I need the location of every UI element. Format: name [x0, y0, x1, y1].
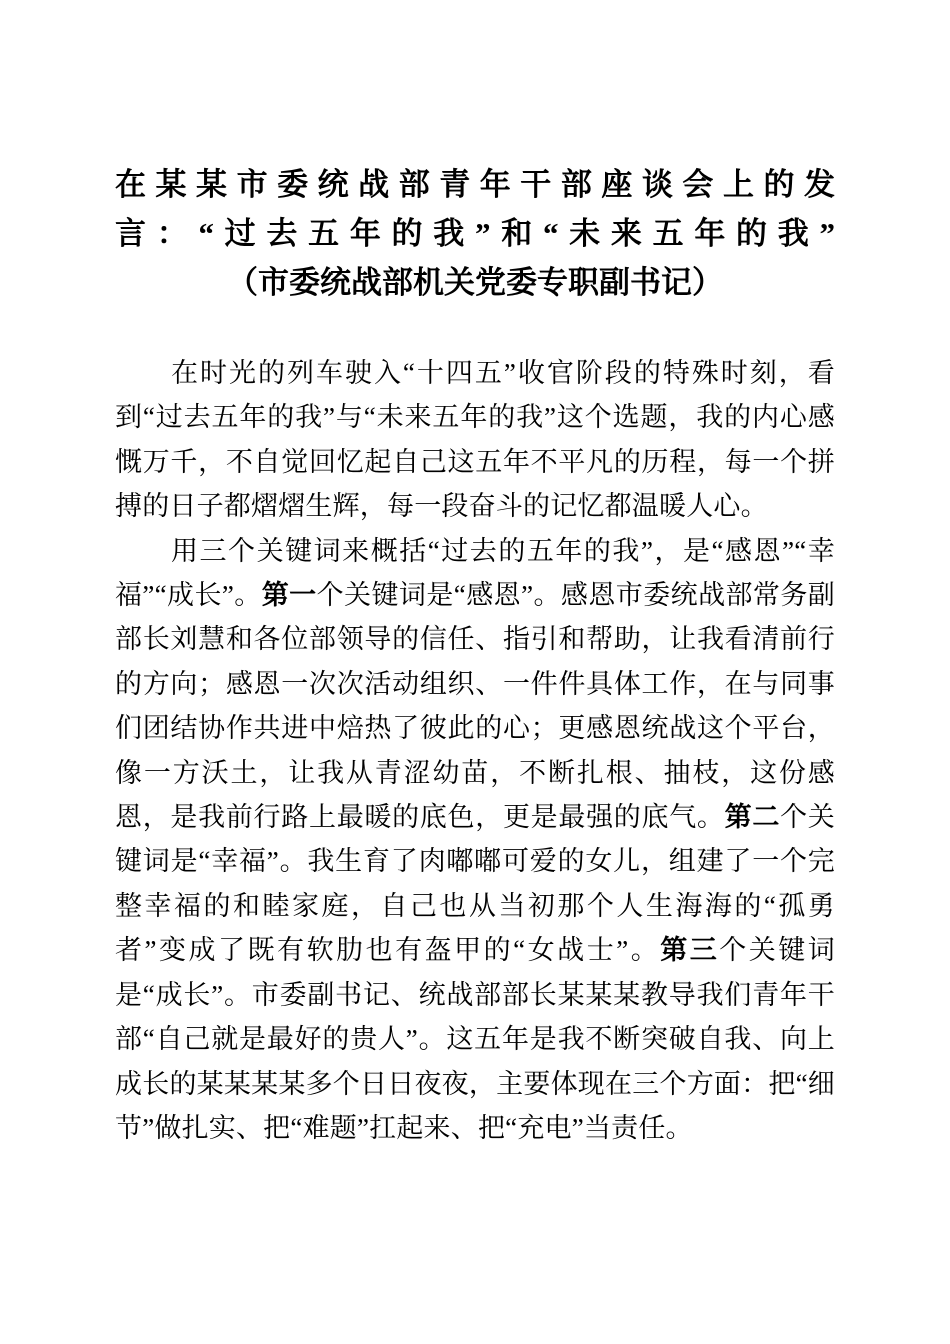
paragraph-run: 个关键词是“成长”。市委副书记、统战部部长某某某教导我们青年干部“自己就是最好的贵人”。这五年是我不断突破自我、向上成长的某某某某多个日日夜夜，主要体现在三个方面：把“细节”做扎实、把“难题”扛起来、把“充电”当责任。 [115, 935, 835, 1143]
title-line-3: （市委统战部机关党委专职副书记） [227, 265, 723, 300]
document-body [115, 160, 835, 1150]
paragraph-run: 个关键词是“幸福”。我生育了肉嘟嘟可爱的女儿，组建了一个完整幸福的和睦家庭，自己也从当初那个人生海海的“孤勇者”变成了既有软肋也有盔甲的“女战士”。 [115, 802, 836, 966]
keyword-emphasis: 第二 [724, 802, 781, 833]
keyword-emphasis: 第三 [660, 935, 720, 966]
title-line-2: 言：“过去五年的我”和“未来五年的我” [115, 216, 835, 251]
title-line-1: 在某某市委统战部青年干部座谈会上的发 [115, 167, 835, 202]
paragraph-2 [115, 529, 835, 1151]
paragraph-run: 个关键词是“感恩”。感恩市委统战部常务副部长刘慧和各位部领导的信任、指引和帮助，让我看清前行的方向；感恩一次次活动组织、一件件具体工作，在与同事们团结协作共进中焙热了彼此的心；更感恩统战这个平台，像一方沃土，让我从青涩幼苗，不断扎根、抽枝，这份感恩，是我前行路上最暖的底色，更是最强的底气。 [115, 580, 836, 833]
title-body-spacer [115, 307, 835, 351]
paragraph-run: 用三个关键词来概括“过去的五年的我”，是“感恩”“幸福”“成长”。 [115, 535, 835, 611]
paragraph-1: 在时光的列车驶入“十四五”收官阶段的特殊时刻，看到“过去五年的我”与“未来五年的我”这个选题，我的内心感慨万千，不自觉回忆起自己这五年不平凡的历程，每一个拼搏的日子都熠熠生辉，每一段奋斗的记忆都温暖人心。 [115, 358, 835, 522]
page-title [115, 160, 835, 307]
keyword-emphasis: 第一 [261, 580, 317, 611]
